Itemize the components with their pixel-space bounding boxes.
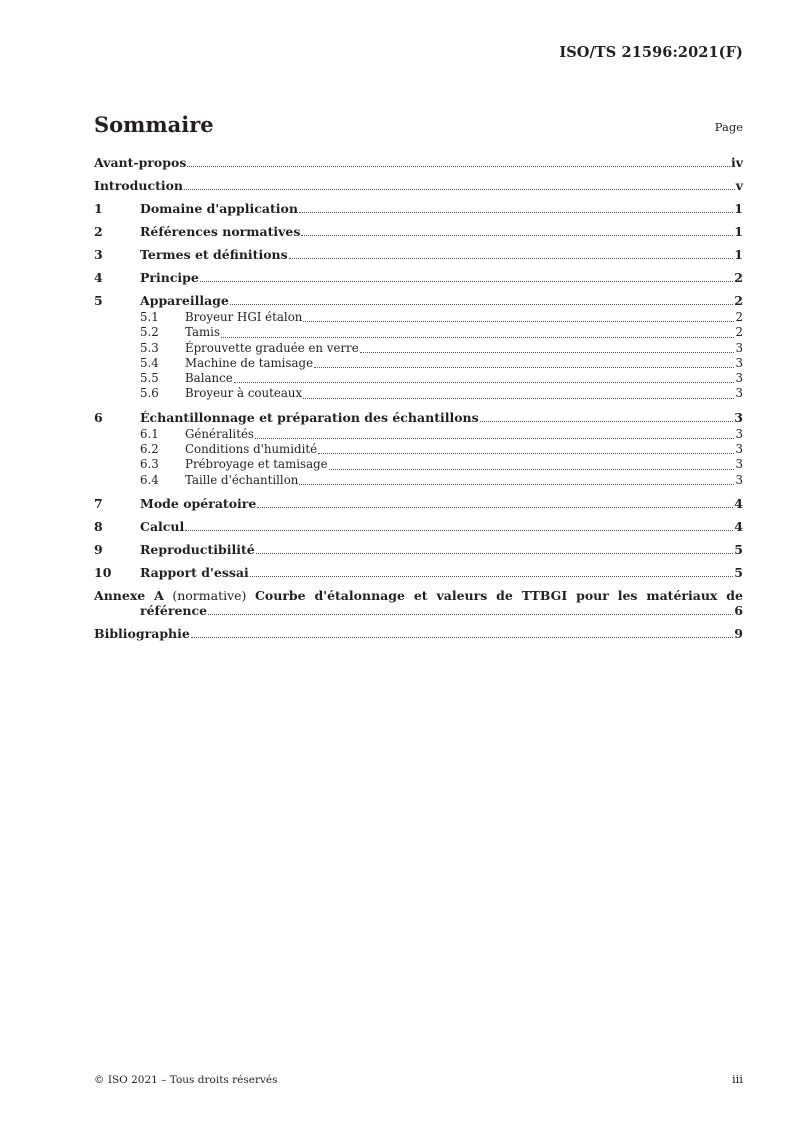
toc-subentry[interactable] bbox=[94, 473, 743, 488]
toc-entry-page: 2 bbox=[735, 310, 743, 324]
toc-entry-label: Domaine d'application bbox=[140, 201, 298, 216]
toc-entry-page: 5 bbox=[734, 541, 743, 557]
toc-entry-page: 3 bbox=[735, 457, 743, 472]
toc-entry-page: 3 bbox=[735, 340, 743, 355]
annex-kind: (normative) bbox=[172, 587, 247, 603]
toc-entry-number: 10 bbox=[94, 564, 112, 580]
toc-entry-page: iv bbox=[730, 155, 743, 170]
toc-entry-page: 2 bbox=[735, 325, 743, 340]
dot-leader bbox=[230, 303, 733, 305]
toc-entry-label: Mode opératoire bbox=[140, 495, 257, 511]
toc-entry-number: 9 bbox=[94, 541, 103, 557]
toc-entry-page: 5 bbox=[734, 564, 743, 580]
toc-entry-label: Broyeur à couteaux bbox=[185, 386, 303, 401]
toc-entry-label: Rapport d'essai bbox=[140, 564, 249, 580]
toc-entry-label: Broyeur HGI étalon bbox=[185, 310, 303, 324]
toc-entry[interactable] bbox=[94, 178, 743, 193]
dot-leader bbox=[299, 483, 734, 485]
toc-entry-number: 2 bbox=[94, 224, 103, 239]
toc-entry[interactable] bbox=[94, 270, 743, 285]
toc-entry-number: 5.1 bbox=[140, 310, 159, 324]
toc-entry-page: 3 bbox=[735, 355, 743, 370]
toc-entry[interactable] bbox=[94, 293, 743, 308]
toc-entry-number: 6.4 bbox=[140, 472, 159, 487]
dot-leader bbox=[480, 420, 734, 422]
toc-entry[interactable] bbox=[94, 247, 743, 262]
toc-subentry[interactable] bbox=[94, 457, 743, 472]
dot-leader bbox=[299, 211, 733, 213]
toc-entry[interactable] bbox=[94, 519, 743, 534]
toc-entry-number: 5.6 bbox=[140, 386, 159, 401]
dot-leader bbox=[360, 351, 735, 353]
toc-entry-number: 6 bbox=[94, 409, 103, 425]
toc-entry-label: Généralités bbox=[185, 426, 254, 441]
toc-entry-page: 1 bbox=[734, 224, 743, 239]
toc-entry-label: Tamis bbox=[185, 325, 220, 340]
dot-leader bbox=[329, 468, 735, 470]
toc-entry[interactable] bbox=[94, 565, 743, 580]
toc-entry-page: 3 bbox=[735, 371, 743, 386]
page-title: Sommaire bbox=[94, 112, 214, 137]
toc-entry[interactable] bbox=[94, 410, 743, 425]
toc-entry-page: 3 bbox=[735, 442, 743, 457]
dot-leader bbox=[256, 552, 734, 554]
toc-entry[interactable] bbox=[94, 155, 743, 170]
toc-entry[interactable] bbox=[94, 224, 743, 239]
page-column-label: Page bbox=[714, 120, 743, 134]
toc-entry-page: 3 bbox=[734, 409, 743, 425]
dot-leader bbox=[250, 575, 734, 577]
toc-entry-number: 6.3 bbox=[140, 457, 159, 472]
toc-entry-number: 7 bbox=[94, 495, 103, 511]
dot-leader bbox=[301, 234, 733, 236]
annex-prefix: Annexe A bbox=[94, 587, 164, 603]
toc-entry-number: 5.2 bbox=[140, 325, 159, 340]
toc-entry-label: Échantillonnage et préparation des échantillons bbox=[140, 409, 479, 425]
dot-leader bbox=[255, 437, 735, 439]
toc-entry-label: Calcul bbox=[140, 518, 185, 534]
dot-leader bbox=[221, 336, 734, 338]
dot-leader bbox=[191, 636, 733, 638]
toc-entry-number: 3 bbox=[94, 247, 103, 262]
toc-annex-entry[interactable] bbox=[94, 588, 743, 618]
dot-leader bbox=[234, 381, 735, 383]
toc-entry-label: Éprouvette graduée en verre bbox=[185, 340, 359, 355]
annex-title-line1: Courbe d'étalonnage et valeurs de TTBGI pour les matériaux de bbox=[254, 587, 743, 603]
toc-subentry[interactable] bbox=[94, 341, 743, 356]
toc-entry-page: 2 bbox=[734, 270, 743, 285]
toc-entry-label: Conditions d'humidité bbox=[185, 442, 318, 457]
toc-entry-page: 3 bbox=[735, 472, 743, 487]
toc-entry-number: 6.1 bbox=[140, 426, 159, 441]
toc-entry-number: 5.3 bbox=[140, 340, 159, 355]
dot-leader bbox=[200, 280, 733, 282]
toc-entry-label: Taille d'échantillon bbox=[185, 472, 299, 487]
toc-subentry[interactable] bbox=[94, 442, 743, 457]
toc-entry-page: 9 bbox=[734, 625, 743, 641]
toc-entry-number: 4 bbox=[94, 270, 103, 285]
toc-subentry[interactable] bbox=[94, 386, 743, 401]
dot-leader bbox=[208, 613, 733, 615]
dot-leader bbox=[257, 506, 733, 508]
toc-entry-label: Principe bbox=[140, 270, 199, 285]
toc-entry-label: Références normatives bbox=[140, 224, 301, 239]
toc-entry-label: Balance bbox=[185, 371, 233, 386]
toc-entry-number: 5.5 bbox=[140, 371, 159, 386]
toc-entry-page: 1 bbox=[734, 201, 743, 216]
toc-entry-page: 4 bbox=[734, 518, 743, 534]
toc-entry[interactable] bbox=[94, 201, 743, 216]
toc-entry-page: 3 bbox=[735, 386, 743, 401]
toc-entry-label: Bibliographie bbox=[94, 625, 190, 641]
toc-subentry[interactable] bbox=[94, 371, 743, 386]
dot-leader bbox=[289, 257, 734, 259]
toc-entry-label: Machine de tamisage bbox=[185, 355, 314, 370]
footer-page-number: iii bbox=[731, 1072, 743, 1086]
toc-entry-page: 4 bbox=[734, 495, 743, 511]
toc-entry-page: 6 bbox=[734, 602, 743, 618]
toc-entry-label: Prébroyage et tamisage bbox=[185, 457, 328, 472]
toc-entry-page: v bbox=[735, 178, 743, 193]
toc-entry[interactable] bbox=[94, 542, 743, 557]
toc-subentry[interactable] bbox=[94, 427, 743, 442]
toc-subentry[interactable] bbox=[94, 325, 743, 340]
toc-entry-number: 1 bbox=[94, 201, 103, 216]
footer-copyright: © ISO 2021 – Tous droits réservés bbox=[94, 1074, 278, 1086]
annex-title-line2: référence bbox=[140, 602, 208, 618]
toc-entry-number: 6.2 bbox=[140, 442, 159, 457]
dot-leader bbox=[314, 366, 734, 368]
toc-entry-label: Termes et définitions bbox=[140, 247, 288, 262]
dot-leader bbox=[185, 529, 733, 531]
toc-entry-label: Reproductibilité bbox=[140, 541, 255, 557]
toc-subentry[interactable] bbox=[94, 310, 743, 325]
toc-entry-number: 8 bbox=[94, 518, 103, 534]
toc-entry[interactable] bbox=[94, 496, 743, 511]
toc-entry-label: Appareillage bbox=[140, 293, 229, 308]
toc-entry-page: 2 bbox=[734, 293, 743, 308]
toc-entry-label: Introduction bbox=[94, 178, 184, 193]
toc-entry-page: 1 bbox=[734, 247, 743, 262]
document-id: ISO/TS 21596:2021(F) bbox=[559, 44, 743, 61]
dot-leader bbox=[318, 452, 734, 454]
toc-entry-number: 5.4 bbox=[140, 355, 159, 370]
toc-entry-number: 5 bbox=[94, 293, 103, 308]
dot-leader bbox=[187, 165, 730, 167]
table-of-contents bbox=[94, 155, 743, 641]
toc-bibliography-entry[interactable] bbox=[94, 626, 743, 641]
toc-entry-label: Avant-propos bbox=[94, 155, 187, 170]
dot-leader bbox=[303, 397, 734, 399]
dot-leader bbox=[303, 320, 734, 322]
toc-entry-page: 3 bbox=[735, 426, 743, 441]
dot-leader bbox=[184, 188, 735, 190]
toc-subentry[interactable] bbox=[94, 356, 743, 371]
